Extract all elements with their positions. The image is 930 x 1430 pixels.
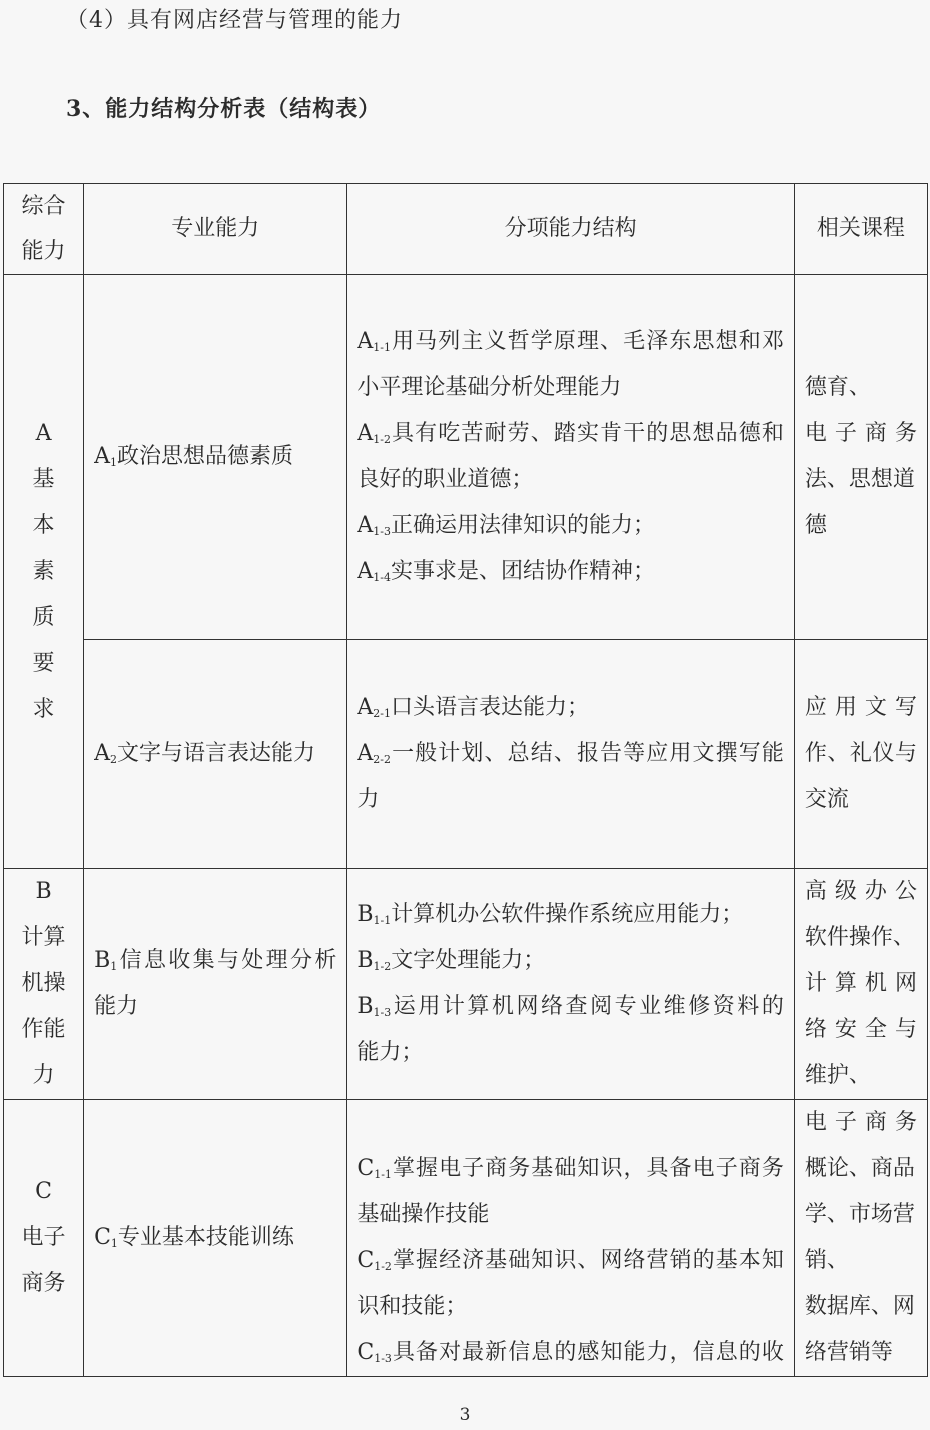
item-code: A — [357, 559, 374, 584]
ability-name: 信息收集与处理分析 — [117, 948, 337, 973]
item-subscript: 1-1 — [374, 1168, 392, 1181]
ability-name: 能力 — [94, 994, 139, 1019]
item-subscript: 1-3 — [373, 525, 391, 538]
table-row — [4, 1100, 928, 1377]
course-text: 法、思想道 — [804, 467, 915, 492]
ability-name: 专业基本技能训练 — [117, 1225, 294, 1250]
ability-code: C — [94, 1225, 111, 1250]
table-header-row — [4, 184, 928, 275]
section-heading: 3、能力结构分析表（结构表） — [66, 96, 382, 122]
item-subscript: 1-1 — [373, 914, 392, 927]
course-text: 软件操作、 — [804, 925, 915, 950]
ability-a1 — [84, 275, 347, 640]
ability-code: A — [94, 741, 110, 766]
courses-a1 — [794, 275, 927, 640]
ability-a2 — [84, 640, 347, 869]
course-text: 络营销等 — [804, 1340, 893, 1365]
ability-code: A — [94, 444, 110, 469]
header-text: 综合 — [21, 194, 66, 219]
item-text: 实事求是、团结协作精神； — [390, 559, 655, 584]
item-subscript: 1-3 — [373, 1006, 392, 1019]
item-text: 能力； — [357, 1040, 424, 1065]
sub-abilities-a2 — [347, 640, 794, 869]
item-code: A — [357, 421, 374, 446]
group-char: 质 — [32, 604, 55, 630]
item-code: A — [357, 741, 374, 766]
group-char: 电子 — [21, 1225, 66, 1250]
group-char: 作能 — [21, 1017, 66, 1042]
courses-c1 — [794, 1100, 927, 1377]
ability-code: B — [94, 948, 111, 973]
group-char: 力 — [32, 1063, 55, 1088]
item-code: B — [357, 902, 374, 927]
item-text: 一般计划、总结、报告等应用文撰写能 — [390, 741, 784, 766]
item-subscript: 1-2 — [374, 1260, 392, 1273]
group-char: 机操 — [21, 971, 66, 996]
group-char: 本 — [32, 512, 55, 538]
item-code: A — [357, 329, 374, 354]
group-char: 基 — [32, 466, 55, 492]
item-text: 识和技能； — [357, 1294, 468, 1319]
item-subscript: 1-2 — [373, 433, 391, 446]
item-text: 具有吃苦耐劳、踏实肯干的思想品德和 — [390, 421, 784, 446]
item-code: C — [357, 1156, 375, 1181]
course-text: 电子商务 — [804, 421, 917, 446]
list-item-text: （4）具有网店经营与管理的能力 — [66, 8, 403, 33]
course-text: 作、礼仪与 — [804, 741, 917, 766]
ability-subscript: 1 — [109, 456, 117, 469]
course-text: 交流 — [804, 787, 849, 812]
group-char: 商务 — [21, 1271, 66, 1296]
item-code: C — [357, 1248, 375, 1273]
course-text: 络安全与 — [804, 1017, 917, 1042]
item-text: 用马列主义哲学原理、毛泽东思想和邓 — [390, 329, 784, 354]
course-text: 德育、 — [804, 375, 871, 400]
group-a-cell — [4, 275, 84, 869]
item-code: A — [357, 695, 374, 720]
item-text: 文字处理能力； — [391, 948, 546, 973]
table-row — [4, 640, 928, 869]
ability-c1 — [84, 1100, 347, 1377]
item-subscript: 1-2 — [373, 960, 392, 973]
course-text: 电子商务 — [804, 1110, 917, 1135]
capability-structure-table — [3, 183, 928, 1377]
group-char: 计算 — [21, 925, 66, 950]
sub-abilities-b1 — [347, 869, 794, 1100]
item-text: 力 — [357, 787, 380, 812]
courses-a2 — [794, 640, 927, 869]
item-text: 正确运用法律知识的能力； — [390, 513, 655, 538]
table-row — [4, 275, 928, 640]
item-subscript: 1-1 — [373, 341, 391, 354]
item-text: 计算机办公软件操作系统应用能力； — [391, 902, 744, 927]
course-text: 概论、商品 — [804, 1156, 915, 1181]
header-related-courses: 相关课程 — [794, 184, 927, 275]
item-text: 小平理论基础分析处理能力 — [357, 375, 622, 400]
header-comprehensive-ability — [4, 184, 84, 275]
item-subscript: 2-1 — [373, 707, 391, 720]
sub-abilities-a1 — [347, 275, 794, 640]
course-text: 维护、 — [804, 1063, 871, 1088]
item-text: 基础操作技能 — [357, 1202, 490, 1227]
item-text: 运用计算机网络查阅专业维修资料的 — [391, 994, 784, 1019]
course-text: 学、市场营 — [804, 1202, 915, 1227]
ability-subscript: 1 — [110, 960, 118, 973]
header-professional-ability: 专业能力 — [84, 184, 347, 275]
ability-name: 文字与语言表达能力 — [116, 741, 315, 766]
header-text: 能力 — [21, 239, 66, 264]
course-text: 高级办公 — [804, 879, 917, 904]
group-c-cell — [4, 1100, 84, 1377]
item-code: B — [357, 948, 374, 973]
course-text: 应用文写 — [804, 695, 917, 720]
item-code: A — [357, 513, 374, 538]
item-text: 掌握电子商务基础知识，具备电子商务 — [391, 1156, 784, 1181]
item-code: C — [357, 1340, 375, 1365]
group-b-cell — [4, 869, 84, 1100]
ability-name: 政治思想品德素质 — [116, 444, 293, 469]
item-subscript: 1-3 — [374, 1352, 392, 1365]
item-subscript: 1-4 — [373, 571, 391, 584]
header-sub-ability-structure: 分项能力结构 — [347, 184, 794, 275]
item-text: 掌握经济基础知识、网络营销的基本知 — [391, 1248, 784, 1273]
group-char: 素 — [32, 558, 55, 584]
group-letter: A — [35, 420, 52, 446]
sub-abilities-c1 — [347, 1100, 794, 1377]
course-text: 德 — [804, 513, 827, 538]
course-text: 销、 — [804, 1248, 849, 1273]
course-text: 数据库、网 — [804, 1294, 915, 1319]
course-text: 计算机网 — [804, 971, 917, 996]
item-text: 口头语言表达能力； — [390, 695, 589, 720]
item-subscript: 2-2 — [373, 753, 391, 766]
group-letter: B — [35, 879, 52, 904]
group-char: 求 — [32, 696, 55, 722]
item-text: 良好的职业道德； — [357, 467, 534, 492]
item-text: 具备对最新信息的感知能力，信息的收 — [391, 1340, 784, 1365]
ability-subscript: 1 — [110, 1237, 118, 1250]
page-number: 3 — [459, 1405, 471, 1425]
item-code: B — [357, 994, 374, 1019]
group-letter: C — [35, 1179, 52, 1204]
courses-b1 — [794, 869, 927, 1100]
group-char: 要 — [32, 650, 55, 676]
table-row — [4, 869, 928, 1100]
ability-b1 — [84, 869, 347, 1100]
ability-subscript: 2 — [109, 753, 117, 766]
